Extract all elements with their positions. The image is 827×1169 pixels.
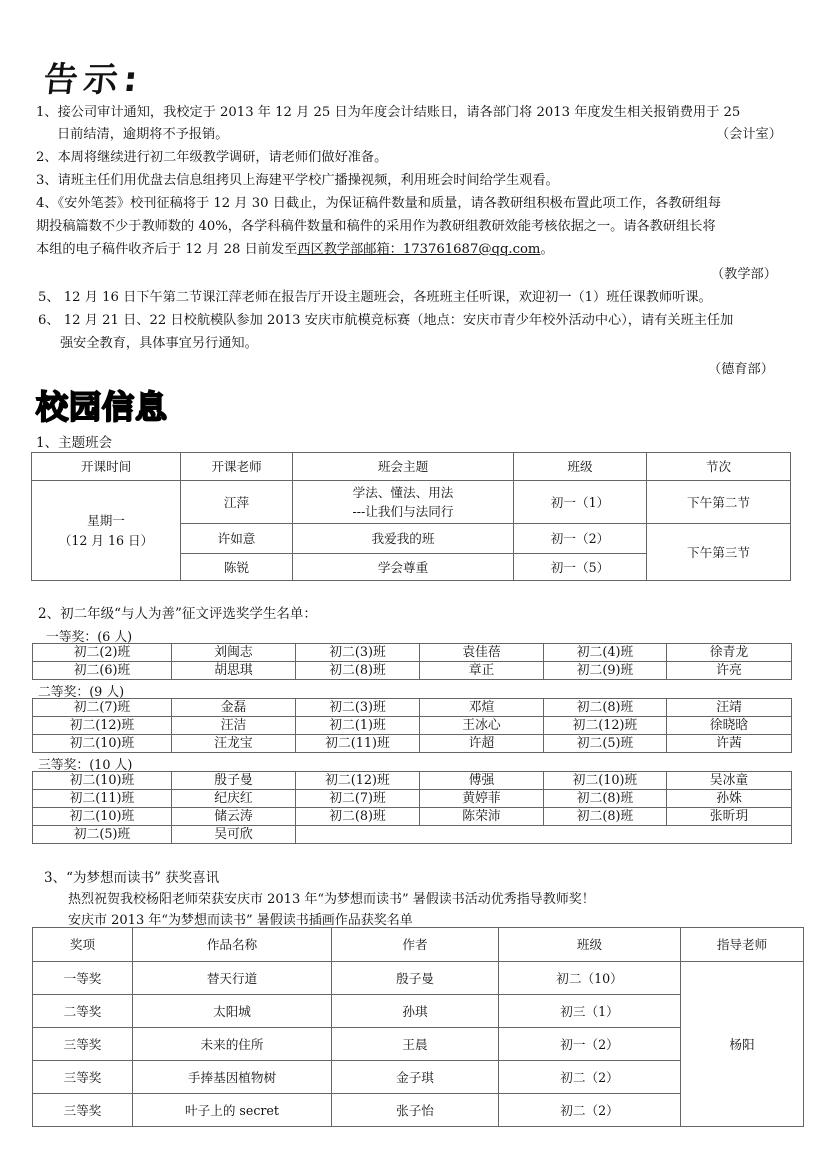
teacher-cell: 江萍	[181, 481, 293, 524]
class-cell: 初二(9)班	[544, 662, 667, 680]
advisor-cell: 杨阳	[681, 962, 804, 1127]
table-row	[33, 962, 804, 995]
class-cell: 初二(10)班	[33, 808, 172, 826]
student-cell: 徐青龙	[667, 644, 792, 662]
reading-list-title: 安庆市 2013 年“为梦想而读书” 暑假读书插画作品获奖名单	[68, 913, 413, 928]
work-cell: 未来的住所	[133, 1028, 332, 1061]
notice-item-2: 2、本周将继续进行初二年级教学调研，请老师们做好准备。	[36, 150, 388, 165]
col-header-award: 奖项	[33, 928, 133, 962]
class-cell: 初二(3)班	[296, 644, 420, 662]
col-header-advisor: 指导老师	[681, 928, 804, 962]
notice-item-4-line3-text: 本组的电子稿件收齐后于 12 月 28 日前发至	[36, 242, 298, 257]
notice-dept-accounting: （会计室）	[716, 127, 782, 142]
topic-line1: 学法、懂法、用法	[352, 485, 454, 500]
student-cell: 吴冰童	[667, 772, 792, 790]
class-cell: 初二(5)班	[544, 735, 667, 753]
award-cell: 一等奖	[33, 962, 133, 995]
first-prize-table	[32, 643, 792, 680]
class-cell: 初二(3)班	[296, 699, 420, 717]
email-link[interactable]: 西区教学部邮箱：173761687@qq.com	[297, 242, 541, 257]
student-cell: 纪庆红	[172, 790, 296, 808]
table-row	[33, 662, 792, 680]
award-cell: 三等奖	[33, 1094, 133, 1127]
second-prize-table	[32, 698, 792, 753]
student-cell: 黄婷菲	[420, 790, 544, 808]
table-row	[33, 808, 792, 826]
topic-cell: 我爱我的班	[293, 524, 514, 554]
notice-item-4-line1: 4、《安外笔荟》校刊征稿将于 12 月 30 日截止，为保证稿件数量和质量，请各教研组积极布置此项工作，各教研组每	[36, 196, 722, 211]
student-cell: 金磊	[172, 699, 296, 717]
table-row	[33, 644, 792, 662]
student-cell: 陈荣沛	[420, 808, 544, 826]
notice-dept-teaching: （教学部）	[711, 267, 777, 282]
class-cell: 初二(12)班	[544, 717, 667, 735]
student-cell: 吴可欣	[172, 826, 296, 844]
class-cell: 初二(8)班	[544, 808, 667, 826]
student-cell: 邓煊	[420, 699, 544, 717]
class-cell: 初二(7)班	[33, 699, 172, 717]
date-cell	[32, 481, 181, 581]
work-cell: 叶子上的 secret	[133, 1094, 332, 1127]
student-cell: 汪龙宝	[172, 735, 296, 753]
student-cell: 袁佳蓓	[420, 644, 544, 662]
student-cell: 储云涛	[172, 808, 296, 826]
student-cell: 张昕玥	[667, 808, 792, 826]
work-cell: 替天行道	[133, 962, 332, 995]
work-cell: 太阳城	[133, 995, 332, 1028]
topic-line2: ---让我们与法同行	[352, 504, 454, 519]
notice-dept-moral: （德育部）	[708, 362, 774, 377]
theme-class-table	[31, 452, 791, 581]
col-header-work: 作品名称	[133, 928, 332, 962]
class-cell: 初二(8)班	[544, 790, 667, 808]
topic-cell: 学会尊重	[293, 554, 514, 581]
class-cell: 初二(1)班	[296, 717, 420, 735]
reading-award-table	[32, 927, 804, 1127]
author-cell: 张子怡	[332, 1094, 499, 1127]
class-cell: 初二(6)班	[33, 662, 172, 680]
table-row	[33, 826, 792, 844]
table-row	[32, 481, 791, 524]
col-header-teacher: 开课老师	[181, 453, 293, 481]
table-row	[33, 772, 792, 790]
student-cell: 许亮	[667, 662, 792, 680]
empty-cell	[296, 826, 792, 844]
table-row	[33, 790, 792, 808]
student-cell: 孙姝	[667, 790, 792, 808]
third-prize-label: 三等奖：(10 人)	[38, 758, 133, 773]
reading-heading: 3、“为梦想而读书” 获奖喜讯	[44, 870, 220, 886]
notice-item-4-line2: 期投稿篇数不少于教师数的 40%，各学科稿件数量和稿件的采用作为教研组教研效能考核依据之一。请各教研组长将	[36, 219, 716, 234]
award-cell: 二等奖	[33, 995, 133, 1028]
topic-cell	[293, 481, 514, 524]
class-cell: 初二（10）	[499, 962, 681, 995]
student-cell: 王冰心	[420, 717, 544, 735]
notice-item-1-line2: 日前结清，逾期将不予报销。	[57, 127, 229, 142]
author-cell: 王晨	[332, 1028, 499, 1061]
period-cell: 下午第二节	[647, 481, 791, 524]
class-cell: 初三（1）	[499, 995, 681, 1028]
essay-heading: 2、初二年级“与人为善”征文评选奖学生名单：	[38, 606, 317, 622]
author-cell: 殷子曼	[332, 962, 499, 995]
notice-title: 告示:	[41, 60, 146, 100]
award-cell: 三等奖	[33, 1061, 133, 1094]
class-cell: 初二(10)班	[33, 735, 172, 753]
class-cell: 初二(10)班	[33, 772, 172, 790]
student-cell: 许超	[420, 735, 544, 753]
class-cell: 初二(5)班	[33, 826, 172, 844]
class-cell: 初二(10)班	[544, 772, 667, 790]
student-cell: 殷子曼	[172, 772, 296, 790]
date-day: （12 月 16 日）	[58, 533, 154, 548]
col-header-class: 班级	[499, 928, 681, 962]
author-cell: 金子琪	[332, 1061, 499, 1094]
notice-item-6-line1: 6、 12 月 21 日、22 日校航模队参加 2013 安庆市航模竞标赛（地点：安庆市青少年校外活动中心），请有关班主任加	[38, 313, 734, 328]
reading-congrats: 热烈祝贺我校杨阳老师荣获安庆市 2013 年“为梦想而读书” 暑假读书活动优秀指导教师奖！	[68, 892, 595, 907]
class-cell: 初二(2)班	[33, 644, 172, 662]
student-cell: 刘闽志	[172, 644, 296, 662]
notice-item-1-line1: 1、接公司审计通知，我校定于 2013 年 12 月 25 日为年度会计结账日，请各部门将 2013 年度发生相关报销费用于 25	[36, 105, 741, 120]
notice-item-3: 3、请班主任们用优盘去信息组拷贝上海建平学校广播操视频，利用班会时间给学生观看。	[36, 173, 559, 188]
class-cell: 初二(4)班	[544, 644, 667, 662]
class-cell: 初二(12)班	[296, 772, 420, 790]
col-header-period: 节次	[647, 453, 791, 481]
date-weekday: 星期一	[87, 513, 125, 528]
class-cell: 初二(8)班	[296, 662, 420, 680]
second-prize-label: 二等奖：(9 人)	[38, 685, 125, 700]
theme-class-heading: 1、主题班会	[36, 435, 113, 451]
teacher-cell: 陈锐	[181, 554, 293, 581]
class-cell: 初二(11)班	[33, 790, 172, 808]
student-cell: 许茜	[667, 735, 792, 753]
work-cell: 手捧基因植物树	[133, 1061, 332, 1094]
notice-item-4-line3	[36, 239, 554, 261]
class-cell: 初二(8)班	[544, 699, 667, 717]
table-row	[33, 717, 792, 735]
student-cell: 章正	[420, 662, 544, 680]
student-cell: 徐晓晗	[667, 717, 792, 735]
student-cell: 汪靖	[667, 699, 792, 717]
author-cell: 孙琪	[332, 995, 499, 1028]
third-prize-table	[32, 771, 792, 844]
notice-item-5: 5、 12 月 16 日下午第二节课江萍老师在报告厅开设主题班会，各班班主任听课，欢迎初一（1）班任课教师听课。	[38, 290, 712, 305]
table-row	[33, 735, 792, 753]
notice-item-6-line2: 强安全教育，具体事宜另行通知。	[60, 336, 258, 351]
class-cell: 初一（2）	[499, 1028, 681, 1061]
class-cell: 初一（5）	[514, 554, 647, 581]
teacher-cell: 许如意	[181, 524, 293, 554]
class-cell: 初二(7)班	[296, 790, 420, 808]
award-cell: 三等奖	[33, 1028, 133, 1061]
notice-item-4-line3-end: 。	[540, 242, 554, 257]
col-header-author: 作者	[332, 928, 499, 962]
col-header-class: 班级	[514, 453, 647, 481]
class-cell: 初二(12)班	[33, 717, 172, 735]
campus-title: 校园信息	[36, 388, 169, 426]
period-cell: 下午第三节	[647, 524, 791, 581]
col-header-time: 开课时间	[32, 453, 181, 481]
student-cell: 傅强	[420, 772, 544, 790]
class-cell: 初二（2）	[499, 1061, 681, 1094]
class-cell: 初二(11)班	[296, 735, 420, 753]
class-cell: 初一（1）	[514, 481, 647, 524]
student-cell: 汪洁	[172, 717, 296, 735]
col-header-topic: 班会主题	[293, 453, 514, 481]
student-cell: 胡思琪	[172, 662, 296, 680]
table-row	[33, 699, 792, 717]
class-cell: 初二(8)班	[296, 808, 420, 826]
class-cell: 初二（2）	[499, 1094, 681, 1127]
class-cell: 初一（2）	[514, 524, 647, 554]
first-prize-label: 一等奖：(6 人)	[46, 630, 133, 645]
